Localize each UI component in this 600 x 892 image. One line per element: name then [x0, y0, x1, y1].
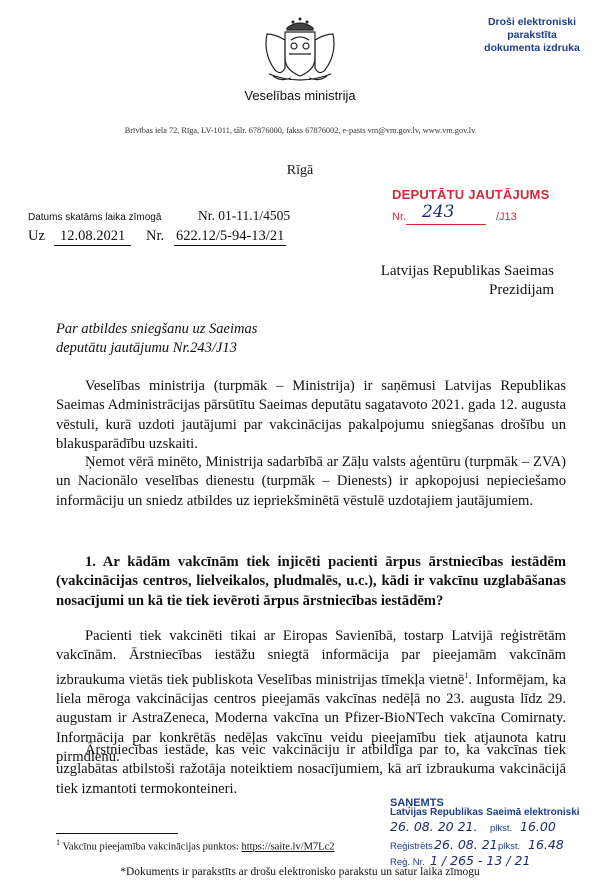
p3-rest: . Informējam, ka liela mēroga vakcinācijas centros pieejamās vakcīnas nedēļā no 23. augusta līdz 29. augustam ir AstraZeneca, Moderna vakcīna un Pfizer-BioNTech vakcīna Comirnaty. Informācija par konkrētās nedēļas vakcīnu veidu pieejamību tiek atjaunota katru pirmdienu.	[56, 671, 566, 766]
received-date-row	[390, 819, 595, 837]
question-1: 1. Ar kādām vakcīnām tiek injicēti pacienti ārpus ārstniecības iestādēm (vakcinācijas centros, lielveikalos, pludmalēs, u.c.), kādi ir vakcīnu uzglabāšanas nosacījumi un kā tie tiek ievēroti ārpus ārstniecības iestādēm?	[56, 554, 566, 609]
deputy-stamp-nr-label: Nr.	[392, 211, 407, 223]
uz-nr-value: 622.12/5-94-13/21	[176, 228, 285, 244]
outgoing-number	[198, 208, 290, 224]
reg-nr: 1 / 265 - 13 / 21	[430, 853, 531, 868]
eparaksts-line-1: Droši elektroniski parakstīta	[487, 16, 577, 41]
registered-plkst-label: plkst.	[498, 841, 521, 852]
deputy-stamp-number: 243	[422, 202, 455, 222]
footnote-text: Vakcīnu pieejamība vakcinācijas punktos:	[62, 841, 242, 853]
registered-date: 26. 08. 21.	[434, 837, 502, 852]
p3-main: Pacienti tiek vakcinēti tikai ar Eiropas Savienībā, tostarp Latvijā reģistrētām vakcīnām. Ārstniecības iestāžu sniegtā informācija par pieejamām vakcīnām izbraukuma vietās tiek publiskota Veselības ministrijas tīmekļa vietnē	[56, 628, 566, 688]
coat-of-arms-icon	[261, 14, 339, 86]
city: Rīgā	[286, 163, 314, 178]
subject-line-2: deputātu jautājumu Nr.243/J13	[56, 340, 237, 356]
registered-label: Reģistrēts	[390, 841, 433, 852]
reg-nr-label: Reģ. Nr.	[390, 857, 425, 868]
received-plkst-label: plkst.	[490, 823, 513, 834]
footnote-ref: 1	[464, 670, 469, 680]
received-time: 16.00	[520, 819, 556, 834]
received-stamp-title: SAŅEMTS	[390, 797, 444, 809]
deputy-question-stamp	[392, 187, 562, 233]
address-line: Brīvības iela 72, Rīga, LV-1011, tālr. 67876000, fakss 67876002, e-pasts vm@vm.gov.lv, www.vm.gov.lv	[124, 126, 476, 135]
footnote-marker: 1	[56, 838, 60, 847]
outgoing-number-value: 01-11.1/4505	[218, 208, 291, 223]
footnote-link[interactable]: https://saite.lv/M7Lc2	[241, 841, 335, 853]
deputy-stamp-suffix: /J13	[496, 211, 517, 223]
footnote	[56, 838, 335, 853]
subject-line-1: Par atbildes sniegšanu uz Saeimas	[56, 321, 258, 337]
eparaksts-note	[472, 16, 592, 55]
date-label: Datums skatāms laika zīmogā	[28, 212, 162, 223]
body-paragraph-2: Ņemot vērā minēto, Ministrija sadarbībā ar Zāļu valsts aģentūru (turpmāk – ZVA) un Nacionālo veselības dienestu (turpmāk – Dienests) ir apkopojusi nepieciešamo informāciju un sniedz atbildes uz iepriekšminētā vēstulē uzdotajiem jautājumiem.	[56, 454, 566, 509]
outgoing-number-label: Nr.	[198, 208, 215, 223]
footnote-divider	[56, 833, 178, 834]
recipient	[230, 262, 554, 300]
received-stamp-subtitle: Latvijas Republikas Saeimā elektroniski	[390, 807, 580, 818]
deputy-stamp-underline	[406, 224, 486, 225]
recipient-line-1: Latvijas Republikas Saeimas	[380, 263, 554, 279]
registered-time: 16.48	[528, 837, 564, 852]
uz-nr-label: Nr.	[146, 228, 165, 244]
body-paragraph-4: Ārstniecības iestāde, kas veic vakcināciju ir atbildīga par to, ka vakcīnas tiek uzglabātas atbilstoši ražotāja noteiktiem nosacījumiem, kā arī izbraukuma vakcinācijā tiek izmantoti termokonteineri.	[56, 742, 566, 797]
deputy-stamp-title: DEPUTĀTU JAUTĀJUMS	[392, 187, 550, 202]
body-paragraph-1: Veselības ministrija (turpmāk – Ministrija) ir saņēmusi Latvijas Republikas Saeimas Administrācijas pārsūtītu Saeimas deputātu sagatavoto 2021. gada 12. augusta vēstuli, kurā uzdoti jautājumi par vakcinācijas pakalpojumu sniegšanas drošību un blakusparādību uzskaiti.	[56, 378, 566, 453]
ministry-name: Veselības ministrija	[244, 88, 356, 103]
received-date: 26. 08. 20 21.	[390, 819, 478, 834]
uz-date: 12.08.2021	[54, 228, 131, 246]
received-stamp	[390, 797, 595, 873]
subject	[56, 320, 257, 358]
uz-label: Uz	[28, 228, 45, 244]
signature-disclaimer: *Dokuments ir parakstīts ar drošu elektronisko parakstu un satur laika zīmogu	[120, 866, 480, 878]
eparaksts-line-2: dokumenta izdruka	[484, 42, 580, 54]
recipient-line-2: Prezidijam	[489, 282, 554, 298]
